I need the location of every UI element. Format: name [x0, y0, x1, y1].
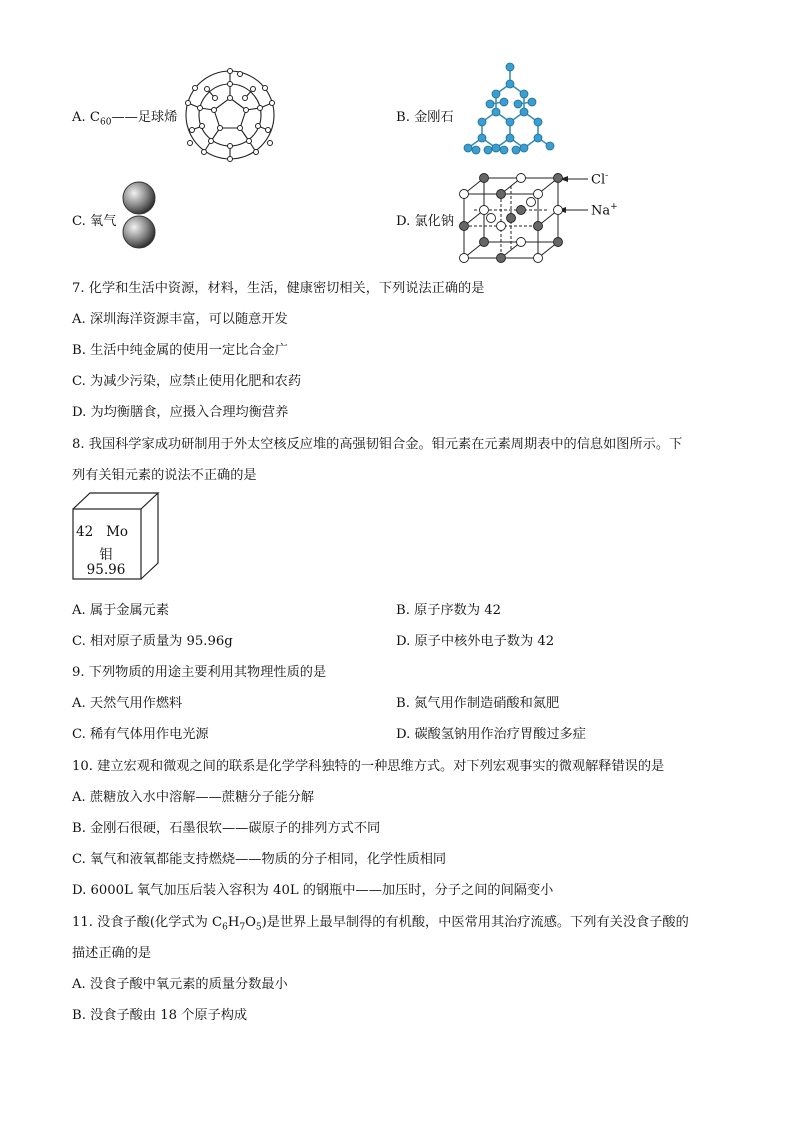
cl-charge: - — [605, 171, 609, 181]
q7-stem: 7. 化学和生活中资源，材料，生活，健康密切相关，下列说法正确的是 — [72, 281, 485, 296]
option-b-diamond[interactable] — [396, 106, 454, 125]
q9-stem: 9. 下列物质的用途主要利用其物理性质的是 — [72, 665, 327, 680]
option-c-text: C. 氧气 — [72, 214, 117, 229]
formula-h: H — [227, 915, 240, 930]
q8-stem-line1: 8. 我国科学家成功研制用于外太空核反应堆的高强韧钼合金。钼元素在元素周期表中的信息如图所示。下 — [72, 437, 683, 452]
q7-option-a[interactable]: A. 深圳海洋资源丰富，可以随意开发 — [72, 312, 288, 327]
subscript-60: 60 — [100, 117, 112, 128]
q9-option-c[interactable]: C. 稀有气体用作电光源 — [72, 727, 209, 742]
option-d-text: D. 氯化钠 — [396, 214, 455, 229]
subscript-c: 6 — [222, 922, 228, 933]
fullerene-figure — [180, 68, 280, 168]
element-number-symbol — [76, 524, 136, 540]
q11-option-b[interactable]: B. 没食子酸由 18 个原子构成 — [72, 1008, 248, 1023]
option-b-text: B. 金刚石 — [396, 110, 454, 125]
diamond-structure-figure — [460, 62, 560, 162]
subscript-h: 7 — [239, 922, 246, 933]
option-a-text-rest: ——足球烯 — [111, 110, 178, 125]
q8-option-a[interactable]: A. 属于金属元素 — [72, 603, 170, 618]
cl-text: Cl — [591, 172, 606, 188]
q9-option-d[interactable]: D. 碳酸氢钠用作治疗胃酸过多症 — [396, 727, 586, 742]
q10-option-b[interactable]: B. 金刚石很硬，石墨很软——碳原子的排列方式不同 — [72, 821, 381, 836]
q11-option-a[interactable]: A. 没食子酸中氧元素的质量分数最小 — [72, 977, 288, 992]
q11-stem-post: )是世界上最早制得的有机酸，中医常用其治疗流感。下列有关没食子酸的 — [261, 915, 689, 930]
cl-label — [591, 171, 608, 187]
q11-stem-line1 — [72, 911, 689, 933]
q10-option-a[interactable]: A. 蔗糖放入水中溶解——蔗糖分子能分解 — [72, 790, 315, 805]
q8-option-c[interactable]: C. 相对原子质量为 95.96g — [72, 634, 233, 649]
q7-option-b[interactable]: B. 生活中纯金属的使用一定比合金广 — [72, 343, 288, 358]
q8-stem-line2: 列有关钼元素的说法不正确的是 — [72, 468, 257, 483]
q7-option-d[interactable]: D. 为均衡膳食，应摄入合理均衡营养 — [72, 405, 289, 420]
q11-stem-pre: 11. 没食子酸(化学式为 C — [72, 915, 223, 930]
q10-option-d[interactable]: D. 6000L 氧气加压后装入容积为 40L 的钢瓶中——加压时，分子之间的间隔变小 — [72, 883, 554, 898]
q8-option-d[interactable]: D. 原子中核外电子数为 42 — [396, 634, 555, 649]
q8-option-b[interactable]: B. 原子序数为 42 — [396, 603, 501, 618]
formula-o: O — [245, 915, 256, 930]
q11-stem-line2: 描述正确的是 — [72, 946, 152, 961]
q9-option-a[interactable]: A. 天然气用作燃料 — [72, 696, 183, 711]
option-a-fullerene[interactable] — [72, 106, 177, 128]
q10-stem: 10. 建立宏观和微观之间的联系是化学学科独特的一种思维方式。对下列宏观事实的微观解释错误的是 — [72, 759, 665, 774]
atomic-mass: 95.96 — [86, 562, 126, 578]
na-label — [591, 202, 618, 218]
option-d-nacl[interactable] — [396, 210, 454, 229]
subscript-o: 5 — [255, 922, 262, 933]
element-name: 钼 — [99, 547, 113, 563]
na-text: Na — [591, 203, 611, 219]
option-c-oxygen[interactable] — [72, 210, 116, 229]
q9-option-b[interactable]: B. 氮气用作制造硝酸和氮肥 — [396, 696, 560, 711]
q10-option-c[interactable]: C. 氧气和液氧都能支持燃烧——物质的分子相同，化学性质相同 — [72, 852, 447, 867]
na-charge: + — [610, 202, 618, 212]
element-symbol: Mo — [106, 524, 129, 540]
atomic-number: 42 — [76, 524, 94, 540]
q7-option-c[interactable]: C. 为减少污染，应禁止使用化肥和农药 — [72, 374, 302, 389]
oxygen-molecule-figure — [121, 181, 161, 251]
option-a-text: A. C — [72, 110, 100, 125]
